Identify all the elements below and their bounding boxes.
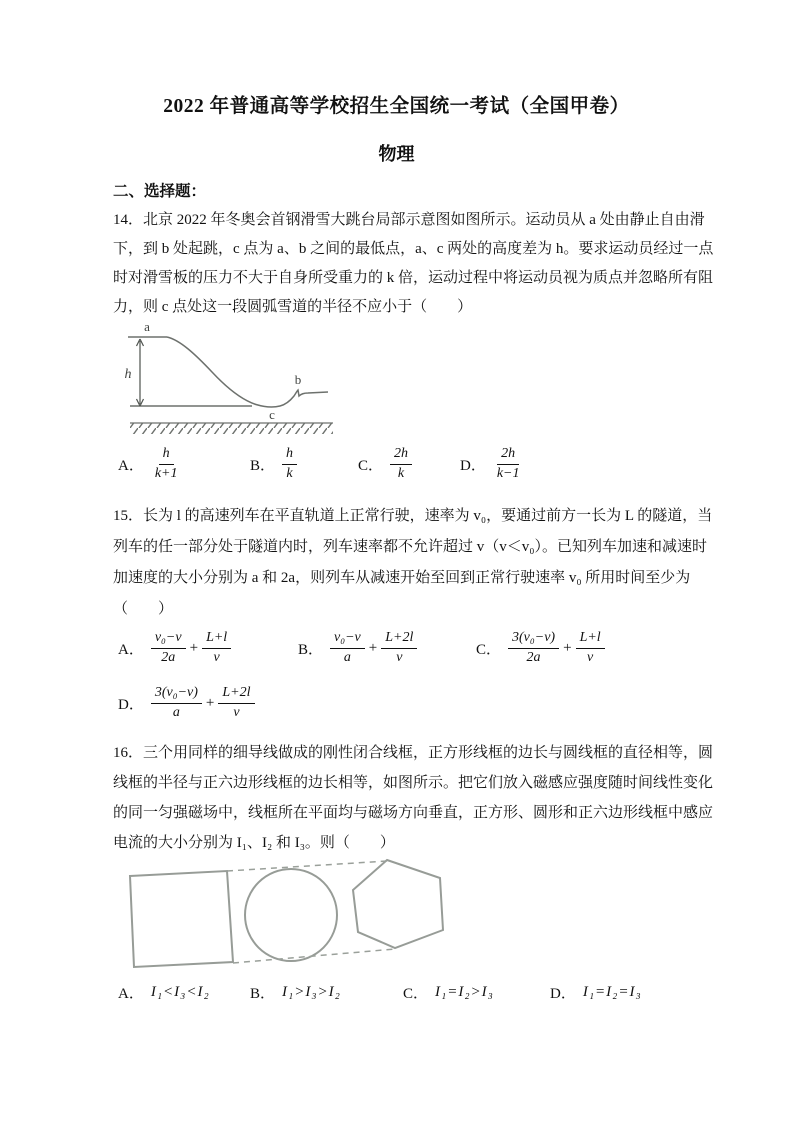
- option-label: B．: [298, 641, 324, 658]
- option-label: A．: [118, 457, 144, 474]
- fraction-denominator: 2a: [161, 649, 176, 665]
- figure-label-c: c: [269, 407, 275, 422]
- fraction-numerator: 2h: [390, 446, 412, 465]
- slope-curve: [167, 337, 328, 407]
- q15-option-d: [118, 685, 255, 722]
- fraction-numerator: 3(v₀−v): [508, 630, 559, 649]
- option-expression: I₁=I₂>I₃: [435, 984, 494, 1000]
- question-15-line: 加速度的大小分别为 a 和 2a，则列车从减速开始至回到正常行驶速率 v₀ 所用时间至少为: [113, 570, 691, 586]
- option-label: D．: [460, 457, 486, 474]
- wire-loops-drawing: [123, 858, 463, 970]
- question-14: [113, 206, 714, 322]
- fraction-denominator: k: [397, 465, 405, 481]
- fraction-numerator: L+2l: [218, 685, 254, 704]
- q14-ski-slope-figure: [120, 318, 348, 445]
- question-16-line: 线框的半径与正六边形线框的边长相等，如图所示。把它们放入磁感应强度随时间线性变化: [113, 775, 714, 791]
- question-14-line: 14．北京 2022 年冬奥会首钢滑雪大跳台局部示意图如图所示。运动员从 a 处由静止自由滑: [113, 212, 705, 228]
- fraction-numerator: L+l: [202, 630, 231, 649]
- figure-label-h: h: [124, 367, 132, 382]
- fraction-numerator: L+2l: [381, 630, 417, 649]
- option-label: A．: [118, 986, 144, 1002]
- fraction-denominator: v: [233, 704, 240, 720]
- question-15: [113, 501, 713, 625]
- plus-sign: +: [205, 694, 215, 711]
- option-label: D．: [550, 986, 576, 1002]
- q16-option-d: [550, 982, 642, 1003]
- fraction-denominator: v: [213, 649, 220, 665]
- fraction: [151, 446, 182, 483]
- fraction-numerator: h: [159, 446, 174, 465]
- q14-option-d: [460, 446, 524, 483]
- question-15-line: 列车的任一部分处于隧道内时，列车速率都不允许超过 v（v＜v₀）。已知列车加速和减速时: [113, 539, 707, 555]
- question-16: [113, 738, 714, 858]
- q15-option-b: [298, 630, 417, 667]
- square-loop: [130, 871, 233, 967]
- plus-sign: +: [563, 639, 572, 656]
- figure-label-a: a: [144, 319, 150, 334]
- fraction: [576, 630, 605, 667]
- ski-slope-drawing: [120, 318, 348, 440]
- fraction: [282, 446, 297, 483]
- hexagon-loop: [353, 860, 443, 948]
- q14-option-c: [358, 446, 412, 483]
- q16-option-a: [118, 982, 210, 1003]
- fraction-denominator: a: [172, 704, 180, 720]
- option-label: B．: [250, 986, 276, 1002]
- fraction: [151, 630, 186, 667]
- option-expression: I₁=I₂=I₃: [582, 984, 642, 1000]
- question-16-line: 16．三个用同样的细导线做成的刚性闭合线框，正方形线框的边长与圆线框的直径相等，圆: [113, 745, 714, 761]
- q15-option-c: [476, 630, 605, 667]
- option-label: B．: [250, 457, 276, 474]
- dashed-line-bottom: [233, 949, 395, 963]
- question-15-line: （ ）: [113, 601, 174, 617]
- dashed-line-top: [227, 861, 387, 871]
- fraction: [330, 630, 365, 667]
- fraction: [508, 630, 559, 667]
- fraction-denominator: k−1: [496, 465, 520, 481]
- fraction-numerator: L+l: [576, 630, 605, 649]
- page-title: 2022 年普通高等学校招生全国统一考试（全国甲卷）: [163, 96, 630, 117]
- q16-wire-loops-figure: [123, 858, 463, 975]
- subject-title: 物理: [378, 144, 415, 164]
- fraction: [381, 630, 417, 667]
- fraction: [390, 446, 412, 483]
- section-heading: 二、选择题：: [113, 183, 207, 200]
- option-label: D．: [118, 696, 144, 713]
- fraction-denominator: v: [587, 649, 594, 665]
- fraction-numerator: 2h: [497, 446, 519, 465]
- q16-option-b: [250, 982, 341, 1003]
- fraction-denominator: a: [343, 649, 351, 665]
- fraction-numerator: v₀−v: [330, 630, 365, 649]
- question-14-line: 力，则 c 点处这一段圆弧雪道的半径不应小于（ ）: [113, 299, 473, 315]
- q14-option-a: [118, 446, 182, 483]
- option-expression: I₁<I₃<I₂: [150, 984, 210, 1000]
- fraction-numerator: 3(v₀−v): [151, 685, 202, 704]
- question-14-line: 时对滑雪板的压力不大于自身所受重力的 k 倍，运动过程中将运动员视为质点并忽略所有阻: [113, 270, 714, 286]
- fraction-denominator: k+1: [154, 465, 178, 481]
- question-16-line: 的同一匀强磁场中，线框所在平面均与磁场方向垂直，正方形、圆形和正六边形线框中感应: [113, 805, 714, 821]
- figure-label-b: b: [294, 372, 302, 387]
- fraction: [218, 685, 254, 722]
- q16-option-c: [403, 982, 494, 1003]
- fraction-numerator: v₀−v: [151, 630, 186, 649]
- circle-loop: [245, 869, 337, 961]
- option-label: C．: [476, 641, 502, 658]
- fraction-denominator: v: [396, 649, 403, 665]
- plus-sign: +: [368, 639, 378, 656]
- q14-option-b: [250, 446, 297, 483]
- q15-option-a: [118, 630, 231, 667]
- option-label: C．: [358, 457, 384, 474]
- fraction-denominator: 2a: [526, 649, 541, 665]
- fraction: [493, 446, 524, 483]
- option-label: C．: [403, 986, 429, 1002]
- fraction: [151, 685, 202, 722]
- question-15-line: 15．长为 l 的高速列车在平直轨道上正常行驶，速率为 v₀，要通过前方一长为 L 的隧道，当: [113, 508, 713, 524]
- option-label: A．: [118, 641, 144, 658]
- option-expression: I₁>I₃>I₂: [282, 984, 341, 1000]
- plus-sign: +: [189, 639, 199, 656]
- question-16-line: 电流的大小分别为 I₁、I₂ 和 I₃。则（ ）: [113, 835, 395, 851]
- question-14-line: 下，到 b 处起跳，c 点为 a、b 之间的最低点，a、c 两处的高度差为 h。要求运动员经过一点: [113, 241, 714, 257]
- fraction-denominator: k: [286, 465, 293, 481]
- fraction: [202, 630, 231, 667]
- fraction-numerator: h: [282, 446, 297, 465]
- ground-hatching: [130, 423, 333, 434]
